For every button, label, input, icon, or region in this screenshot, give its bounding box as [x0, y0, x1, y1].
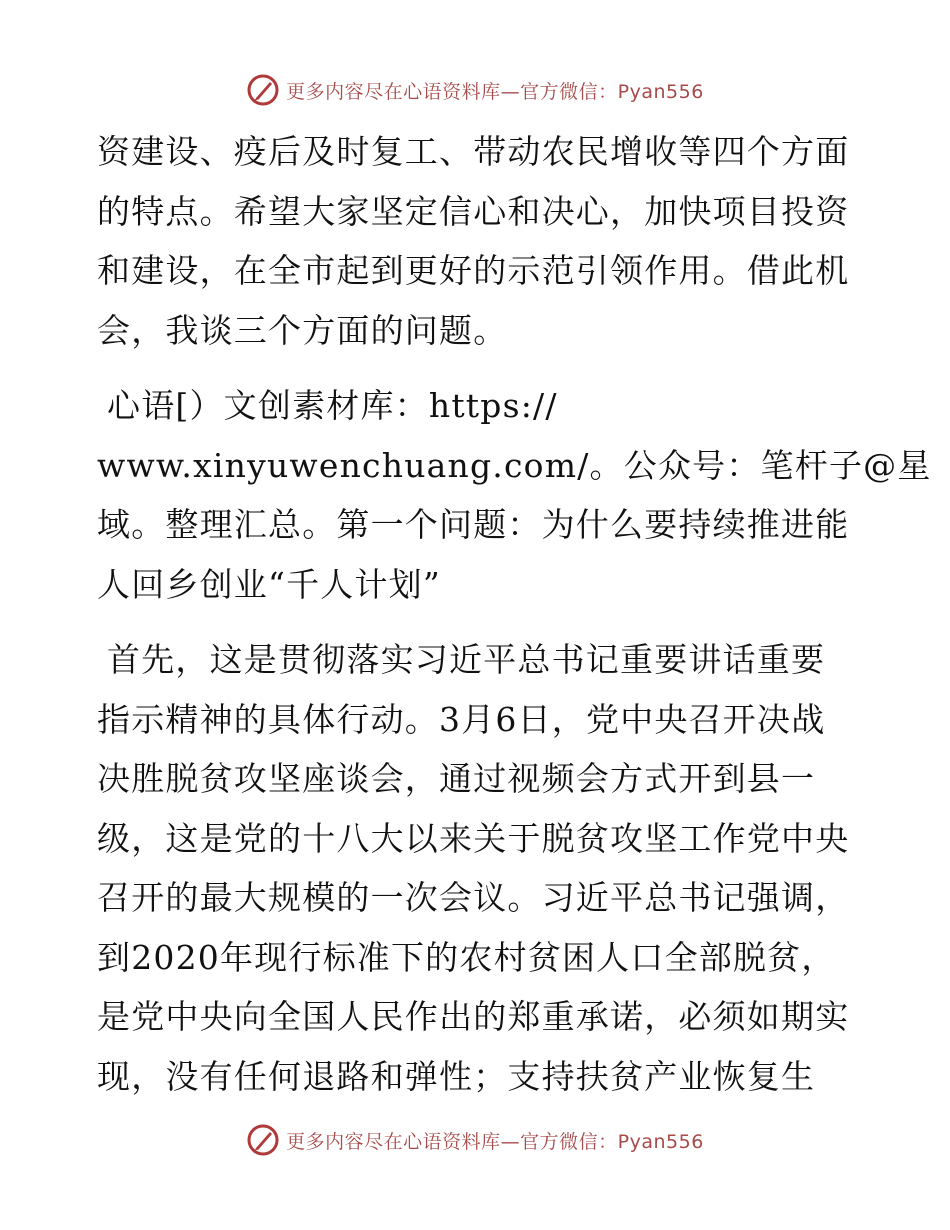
text-line: 指示精神的具体行动。3月6日，党中央召开决战 — [97, 699, 826, 739]
text-line: 和建设，在全市起到更好的示范引领作用。借此机 — [97, 251, 850, 290]
text-line: 心语[）文创素材库：https:// — [107, 386, 558, 425]
text-line: 决胜脱贫攻坚座谈会，通过视频会方式开到县一 — [97, 759, 816, 798]
text-line: 召开的最大规模的一次会议。习近平总书记强调， — [97, 878, 850, 917]
quill-pen-logo-icon — [246, 73, 280, 107]
text-line: 资建设、疫后及时复工、带动农民增收等四个方面 — [97, 132, 850, 171]
paragraph-2 — [97, 376, 932, 614]
text-line: www.xinyuwenchuang.com/。公众号：笔杆子@星 — [97, 445, 932, 485]
paragraph-1 — [97, 122, 857, 360]
footer-banner — [0, 1120, 950, 1160]
text-line: 级，这是党的十八大以来关于脱贫攻坚工作党中央 — [97, 818, 850, 858]
text-line: 首先，这是贯彻落实习近平总书记重要讲话重要 — [107, 640, 826, 679]
header-banner — [0, 70, 950, 110]
text-line: 的特点。希望大家坚定信心和决心，加快项目投资 — [97, 191, 850, 231]
text-line: 域。整理汇总。第一个问题：为什么要持续推进能 — [97, 505, 850, 544]
text-line: 到2020年现行标准下的农村贫困人口全部脱贫， — [97, 937, 836, 977]
footer-banner-text: 更多内容尽在心语资料库—官方微信：Pyan556 — [286, 1130, 704, 1153]
header-banner-text: 更多内容尽在心语资料库—官方微信：Pyan556 — [286, 80, 704, 103]
document-body — [97, 122, 932, 1106]
text-line: 人回乡创业“千人计划” — [97, 564, 441, 604]
paragraph-3 — [97, 630, 857, 1106]
text-line: 是党中央向全国人民作出的郑重承诺，必须如期实 — [97, 997, 850, 1036]
quill-pen-logo-icon — [246, 1123, 280, 1157]
text-line: 现，没有任何退路和弹性；支持扶贫产业恢复生 — [97, 1056, 816, 1096]
text-line: 会，我谈三个方面的问题。 — [97, 310, 508, 350]
